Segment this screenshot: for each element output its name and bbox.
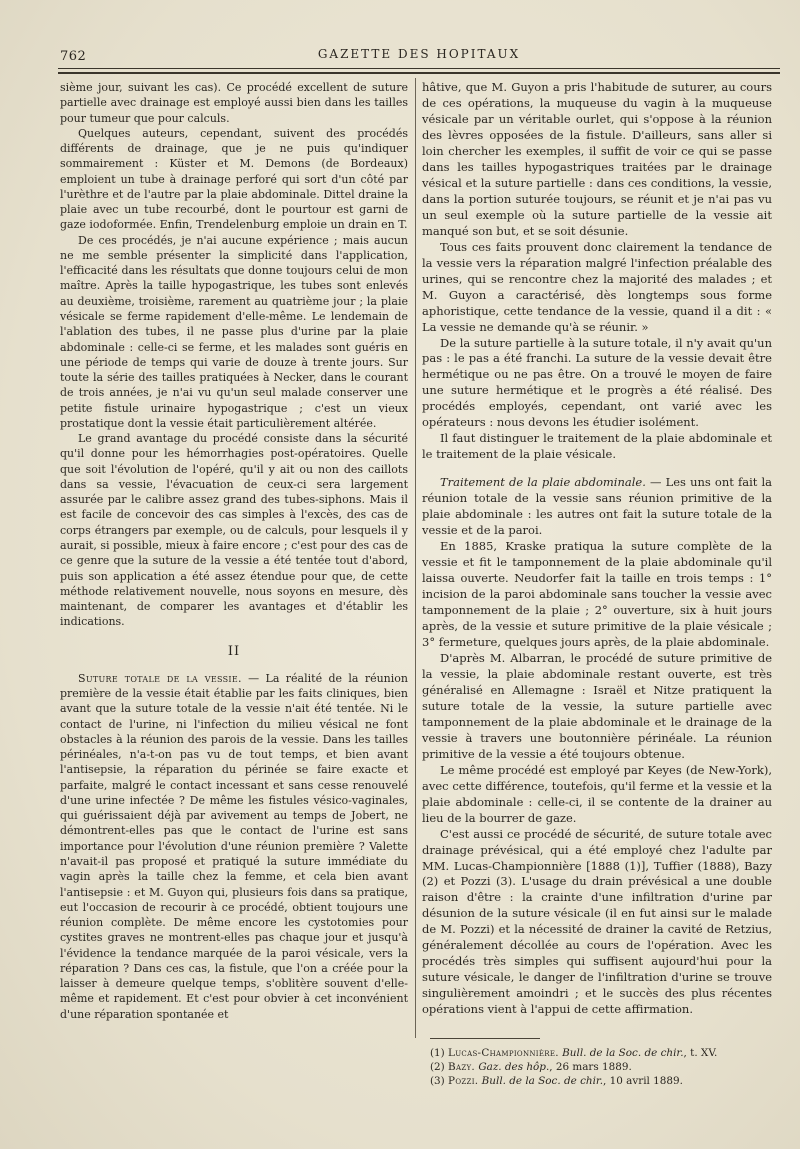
paragraph: Tous ces faits prouvent donc clairement la tendance de la vessie vers la réparation malgré l'infection préalable des urines, qui se rencontre chez la majorité des malades ; et M. Guyon a caractérisé, dès longtemps sous forme aphoristique, cette tendance de la vessie, quand il a dit : « La vessie ne demande qu'à se réunir. »	[422, 239, 772, 334]
page-header	[58, 46, 780, 66]
paragraph	[60, 671, 408, 1022]
paragraph	[422, 475, 772, 539]
left-column	[60, 80, 408, 1022]
paragraph: D'après M. Albarran, le procédé de suture primitive de la vessie, la plaie abdominale restant ouverte, est très généralisé en Allemagne : Israël et Nitze pratiquent la suture totale de la vessie, la suture partielle avec tamponnement de la plaie abdominale et le drainage de la vessie à travers une boutonnière périnéale. La réunion primitive de la vessie a été toujours obtenue.	[422, 650, 772, 761]
section-heading: Suture totale de la vessie.	[78, 671, 242, 685]
footnote: (2) Bazy. Gaz. des hôp., 26 mars 1889.	[430, 1061, 632, 1073]
paragraph-body: — La réalité de la réunion première de la vessie était établie par les faits cliniques, bien avant que la suture totale de la vessie n'ait été tentée. Ni le contact de l'urine, ni l'infection du milieu vésical ne font obstacles à la réunion des parois de la vessie. Dans les tailles périnéales, n'a-t-on pas vu de tout temps, et bien avant l'antisepsie, la réparation du périnée se faire exacte et parfaite, malgré le contact incessant et sans cesse renouvelé d'une urine infectée ? De même les fistules vésico-vaginales, qui guérissaient déjà par avivement au temps de Jobert, ne démontrent-elles pas que le contact de l'urine est sans importance pour l'évolution d'une réunion première ? Valette n'avait-il pas proposé et pratiqué la suture immédiate du vagin après la taille chez la femme, et cela bien avant l'antisepsie : et M. Guyon qui, plusieurs fois dans sa pratique, eut l'occasion de recourir à ce procédé, obtient toujours une réunion complète. De même encore les cystotomies pour cystites graves ne montrent-elles pas chaque jour et jusqu'à l'évidence la tendance marquée de la paroi vésicale, vers la réparation ? Dans ces cas, la fistule, que l'on a créée pour la laisser à demeure quelque temps, s'oblitère souvent d'elle-même et rapidement. Et c'est pour obvier à cet inconvénient d'une réparation spontanée et	[60, 671, 408, 1021]
paragraph: En 1885, Kraske pratiqua la suture complète de la vessie et fit le tamponnement de la plaie abdominale qu'il laissa ouverte. Neudorfer fait la taille en trois temps : 1° incision de la paroi abdominale sans toucher la vessie avec tamponnement de la plaie ; 2° ouverture, six à huit jours après, de la vessie et suture primitive de la plaie vésicale ; 3° fermeture, quelques jours après, de la plaie abdominale.	[422, 539, 772, 649]
paragraph: C'est aussi ce procédé de sécurité, de suture totale avec drainage prévésical, qui a été employé chez l'adulte par MM. Lucas-Championnière [1888 (1)], Tuffier (1888), Bazy (2) et Pozzi (3). L'usage du drain prévésical a une double raison d'être : la crainte d'une infiltration d'urine par désunion de la suture vésicale (il en fut ainsi sur le malade de M. Pozzi) et la nécessité de drainer la cavité de Retzius, généralement décollée au cours de l'opération. Avec les procédés très simples qui suffisent aujourd'hui pour la suture vésicale, le danger de l'infiltration d'urine se trouve singulièrement amoindri ; et le succès des plus récentes opérations vient à l'appui de cette affirmation.	[422, 826, 772, 1017]
section-heading: Traitement de la plaie abdominale.	[440, 475, 646, 490]
paragraph: De ces procédés, je n'ai aucune expérience ; mais aucun ne me semble présenter la simplicité dans l'application, l'efficacité dans les résultats que donne toujours celui de mon maître. Après la taille hypogastrique, les tubes sont enlevés au deuxième, troisième, rarement au quatrième jour ; la plaie vésicale se ferme rapidement d'elle-même. Le lendemain de l'ablation des tubes, il ne passe plus d'urine par la plaie abdominale : celle-ci se ferme, et les malades sont guéris en une période de temps qui varie de douze à trente jours. Sur toute la série des tailles pratiquées à Necker, dans le courant de trois années, je n'ai vu qu'un seul malade conserver une petite fistule urinaire hypogastrique ; c'est un vieux prostatique dont la vessie était particulièrement altérée.	[60, 233, 408, 430]
footnotes	[430, 1046, 770, 1088]
spacer	[422, 463, 772, 475]
section-numeral: II	[227, 643, 241, 659]
column-divider	[415, 78, 416, 1038]
paragraph: Quelques auteurs, cependant, suivent des procédés différents de drainage, que je ne puis qu'indiquer sommairement : Küster et M. Demons (de Bordeaux) emploient un tube à drainage perforé qui sort d'un côté par l'urèthre et de l'autre par la plaie abdominale. Dittel draine la plaie avec un tube recourbé, dont le pourtour est garni de gaze iodoformée. Enfin, Trendelenburg emploie un drain en T.	[60, 126, 408, 232]
paragraph-body: — Les uns ont fait la réunion totale de la vessie sans réunion primitive de la plaie abdominale : les autres ont fait la suture totale de la vessie et de la paroi.	[422, 475, 773, 538]
footnote-rule	[430, 1038, 540, 1039]
footnote: (3) Pozzi. Bull. de la Soc. de chir., 10 avril 1889.	[430, 1075, 683, 1087]
header-rule	[58, 68, 780, 69]
right-column	[422, 80, 772, 1018]
paragraph: sième jour, suivant les cas). Ce procédé excellent de suture partielle avec drainage est employé aussi bien dans les tailles pour tumeur que pour calculs.	[60, 81, 408, 125]
page-number: 762	[60, 49, 87, 64]
paragraph: Le même procédé est employé par Keyes (de New-York), avec cette différence, toutefois, qu'il ferme et la vessie et la plaie abdominale : celle-ci, il se contente de la drainer au lieu de la bourrer de gaze.	[422, 762, 772, 825]
footnote: (1) Lucas-Championnière. Bull. de la Soc. de chir., t. XV.	[430, 1047, 718, 1059]
paragraph: De la suture partielle à la suture totale, il n'y avait qu'un pas : le pas a été franchi. La suture de la vessie devait être hermétique ou ne pas être. On a trouvé le moyen de faire une suture hermétique et le progrès a été réalisé. Des procédés employés, cependant, ont varié avec les opérateurs : nous devons les étudier isolément.	[422, 335, 772, 430]
running-title: GAZETTE DES HOPITAUX	[317, 47, 521, 61]
paragraph: Il faut distinguer le traitement de la plaie abdominale et le traitement de la plaie vésicale.	[422, 431, 772, 462]
paragraph: hâtive, que M. Guyon a pris l'habitude de suturer, au cours de ces opérations, la muqueuse du vagin à la muqueuse vésicale par un véritable ourlet, qui s'oppose à la réunion des lèvres opposées de la fistule. D'ailleurs, sans aller si loin chercher les exemples, il suffit de voir ce qui se passe dans les tailles hypogastriques traitées par le drainage vésical et la suture partielle : dans ces conditions, la vessie, dans la portion suturée toujours, se réunit et je n'ai pas vu un seul exemple où la suture partielle de la vessie ait manqué son but, et se soit désunie.	[422, 80, 772, 238]
header-rule-thick	[58, 72, 780, 74]
paragraph: Le grand avantage du procédé consiste dans la sécurité qu'il donne pour les hémorrhagies post-opératoires. Quelle que soit l'évolution de l'opéré, qu'il y ait ou non des caillots dans sa vessie, l'évacuation de ceux-ci sera largement assurée par le calibre assez grand des tubes-siphons. Mais il est facile de concevoir des cas simples à l'excès, des cas de corps étrangers par exemple, ou de calculs, pour lesquels il y aurait, si possible, mieux à faire encore ; c'est pour des cas de ce genre que la suture de la vessie a été tentée tout d'abord, puis son application a été assez étendue pour que, de cette méthode relativement nouvelle, nous soyons en mesure, dès maintenant, de comparer les avantages et d'établir les indications.	[60, 432, 409, 629]
